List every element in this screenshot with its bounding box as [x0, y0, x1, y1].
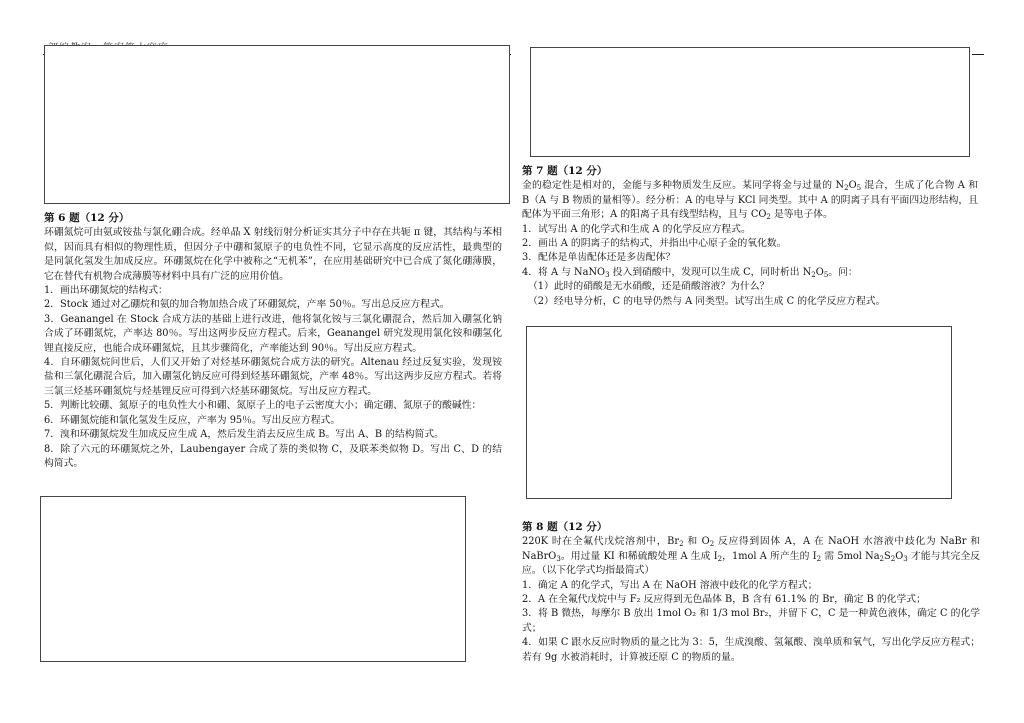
question-8-item-4: 4．如果 C 跟水反应时物质的量之比为 3：5，生成溴酸、氢氟酸、溴单质和氧气，写出化学反应方程式；若有 9g 水被消耗时，计算被还原 C 的物质的量。	[522, 637, 980, 663]
question-7-item-1: 1．试写出 A 的化学式和生成 A 的化学反应方程式。	[522, 223, 751, 235]
question-6-intro: 环硼氮烷可由氨或铵盐与氯化硼合成。经单晶 X 射线衍射分析证实其分子中存在共轭 π 键，其结构与苯相似，因而具有相似的物理性质，但因分子中硼和氮原子的电负性不同，它显示高度的反应活性，最典型的是同氯化氢发生加成反应。环硼氮烷在化学中被称之“无机苯”，在应用基础研究中已合成了氮化硼薄膜，它在替代有机物合成薄膜等材料中具有广泛的应用价值。	[44, 227, 502, 282]
question-7-item-2: 2．画出 A 的阴离子的结构式，并指出中心原子金的氧化数。	[522, 238, 787, 250]
question-6-title: 第 6 题（12 分）	[44, 212, 130, 224]
question-7-subitem-2: （2）经电导分析，C 的电导仍然与 A 同类型。试写出生成 C 的化学反应方程式。	[528, 295, 886, 307]
question-8-intro: 220K 时在全氟代戊烷溶剂中，$Br_2$ 和 $O_2$ 反应得到固体 A，A 在 NaOH 水溶液中歧化为 NaBr 和 NaBrO$_3$。用过量 KI 和稀硫酸处理 A 生成 $I_2$，1mol A 所产生的 $I_2$ 需 5mol $Na_2S_2O_3$ 才能与其完全反应。（以下化学式均指最简式）	[522, 536, 981, 577]
question-7-title: 第 7 题（12 分）	[522, 165, 608, 177]
question-7-item-3: 3．配体是单齿配体还是多齿配体？	[522, 252, 676, 264]
answer-box-top-right[interactable]	[530, 47, 970, 157]
question-7-subitem-1: （1）此时的硝酸是无水硝酸，还是硝酸溶液？为什么？	[528, 281, 770, 293]
question-6-item-3: 3．Geanangel 在 Stock 合成方法的基础上进行改进，他将氯化铵与三氯化硼混合，然后加入硼氢化钠合成了环硼氮烷，产率达 80％。写出这两步反应方程式。后来，Geanangel 研究发现用氯化铵和硼氢化锂直接反应，也能合成环硼氮烷，且其步骤简化，产率能达到 90％。写出反应方程式。	[44, 313, 502, 354]
answer-box-q7[interactable]	[526, 326, 952, 499]
question-6-item-7: 7．溴和环硼氮烷发生加成反应生成 A，然后发生消去反应生成 B。写出 A、B 的结构简式。	[44, 429, 444, 441]
question-7-item-4: 4．将 A 与 NaNO$_3$ 投入到硝酸中，发现可以生成 C，同时析出 $N_2O_5$。问：	[522, 266, 858, 279]
question-8-item-2: 2．A 在全氟代戊烷中与 F₂ 反应得到无色晶体 B，B 含有 61.1% 的 Br，确定 B 的化学式；	[522, 594, 926, 606]
question-8	[522, 520, 980, 665]
question-6-item-4: 4．自环硼氮烷问世后，人们又开始了对烃基环硼氮烷合成方法的研究。Altenau 经过反复实验，发现铵盐和三氯化硼混合后，加入硼氢化钠反应可得到烃基环硼氮烷，产率 48％。写出这两步反应方程式。若将三氯三烃基环硼氮烷与烃基锂反应可得到六烃基环硼氮烷。写出反应方程式。	[44, 357, 502, 397]
question-6-item-2: 2．Stock 通过对乙硼烷和氨的加合物加热合成了环硼氮烷，产率 50％。写出总反应方程式。	[44, 299, 450, 311]
question-6-item-5: 5．判断比较硼、氮原子的电负性大小和硼、氮原子上的电子云密度大小；确定硼、氮原子的酸碱性：	[44, 400, 482, 412]
question-6-item-6: 6．环硼氮烷能和氯化氢发生反应，产率为 95％。写出反应方程式。	[44, 414, 341, 426]
question-6-item-1: 1．画出环硼氮烷的结构式：	[44, 285, 168, 297]
question-6-item-8: 8．除了六元的环硼氮烷之外，Laubengayer 合成了萘的类似物 C，及联苯类似物 D。写出 C、D 的结构简式。	[44, 443, 502, 469]
header-rule-right	[972, 54, 984, 55]
question-8-item-3: 3．将 B 微热，每摩尔 B 放出 1mol O₂ 和 1/3 mol Br₂，并留下 C，C 是一种黄色液体，确定 C 的化学式；	[522, 608, 980, 634]
question-8-title: 第 8 题（12 分）	[522, 521, 608, 533]
question-8-item-1: 1．确定 A 的化学式，写出 A 在 NaOH 溶液中歧化的化学方程式；	[522, 579, 818, 591]
question-7-intro: 金的稳定性是相对的，金能与多种物质发生反应。某同学将金与过量的 $N_2O_5$ 混合，生成了化合物 A 和 B（A 与 B 物质的量相等）。经分析：A 的电导与 KCl 同类型。其中 A 的阴离子具有平面四边形结构，且配体为平面三角形；A 的阳离子具有线型结构，且与 $CO_2$ 是等电子体。	[522, 180, 978, 222]
question-6	[44, 211, 502, 471]
answer-box-q6[interactable]	[40, 496, 466, 662]
question-7	[522, 164, 978, 309]
answer-box-top-left[interactable]	[44, 45, 510, 204]
